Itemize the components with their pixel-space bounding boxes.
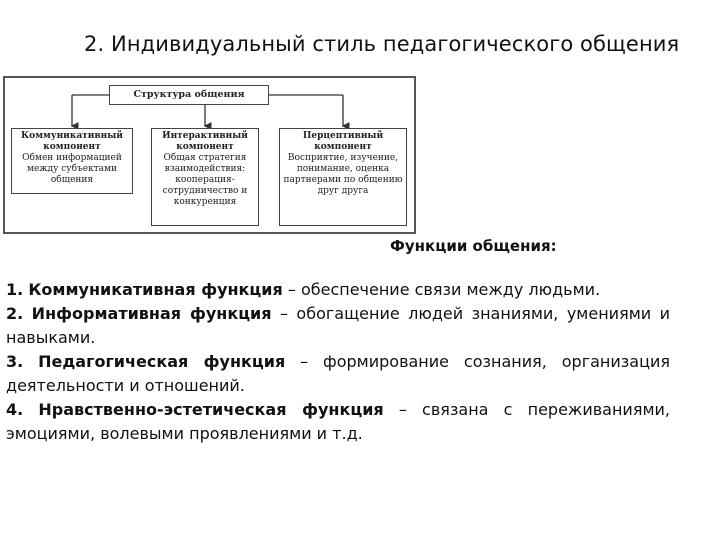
function-text: – обогащение людей знаниями, умениями и навыками. [6, 304, 671, 347]
function-name: Педагогическая функция [38, 352, 286, 371]
diagram-box-perceptive [279, 128, 407, 226]
box-body: Обмен информацией между субъектами общения [22, 153, 122, 185]
function-text: – обеспечение связи между людьми. [282, 280, 601, 299]
functions-subtitle: Функции общения: [390, 237, 557, 255]
page-title: 2. Индивидуальный стиль педагогического общения [84, 32, 680, 56]
function-name: Коммуникативная функция [28, 280, 283, 299]
structure-diagram [3, 76, 416, 234]
function-number: 4. [6, 400, 24, 419]
function-item-4 [6, 398, 670, 446]
function-item-1 [6, 278, 670, 302]
function-text: – формирование сознания, организация деятельности и отношений. [6, 352, 670, 395]
function-text: – связана с переживаниями, эмоциями, волевыми проявлениями и т.д. [6, 400, 670, 443]
box-body: Общая стратегия взаимодействия: кооперация-сотрудничество и конкуренция [162, 153, 248, 207]
diagram-box-interactive [151, 128, 259, 226]
box-heading: Коммуникативный компонент [21, 131, 123, 152]
box-heading: Интерактивный компонент [162, 131, 248, 152]
function-item-2 [6, 302, 670, 350]
box-body: Восприятие, изучение, понимание, оценка партнерами по общению друг друга [283, 153, 403, 196]
box-heading: Перцептивный компонент [302, 131, 384, 152]
functions-list [6, 278, 670, 446]
function-number: 2. [6, 304, 24, 323]
diagram-top-box: Структура общения [109, 85, 269, 105]
function-name: Информативная функция [31, 304, 272, 323]
function-number: 3. [6, 352, 24, 371]
function-item-3 [6, 350, 670, 398]
diagram-box-communicative [11, 128, 133, 194]
function-number: 1. [6, 280, 24, 299]
function-name: Нравственно-эстетическая функция [38, 400, 384, 419]
